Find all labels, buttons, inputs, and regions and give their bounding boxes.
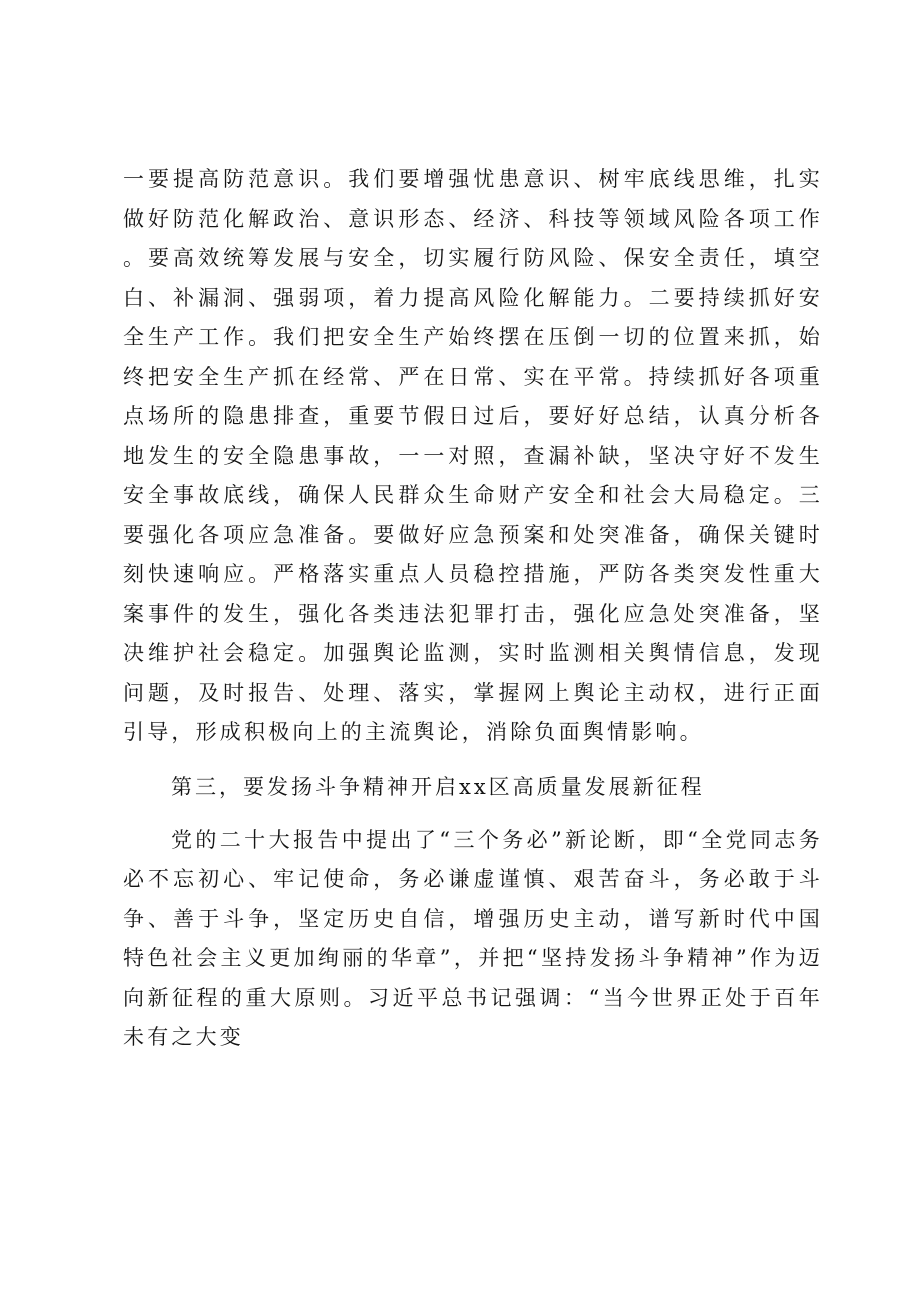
section-heading-third: 第三，要发扬斗争精神开启xx区高质量发展新征程 xyxy=(171,774,705,799)
document-body xyxy=(123,160,823,1058)
body-paragraph-risk-prevention: 一要提高防范意识。我们要增强忧患意识、树牢底线思维，扎实做好防范化解政治、意识形态、经济、科技等领域风险各项工作。要高效统筹发展与安全，切实履行防风险、保安全责任，填空白、补漏洞、强弱项，着力提高风险化解能力。二要持续抓好安全生产工作。我们把安全生产始终摆在压倒一切的位置来抓，始终把安全生产抓在经常、严在日常、实在平常。持续抓好各项重点场所的隐患排查，重要节假日过后，要好好总结，认真分析各地发生的安全隐患事故，一一对照，查漏补缺，坚决守好不发生安全事故底线，确保人民群众生命财产安全和社会大局稳定。三要强化各项应急准备。要做好应急预案和处突准备，确保关键时刻快速响应。严格落实重点人员稳控措施，严防各类突发性重大案事件的发生，强化各类违法犯罪打击，强化应急处突准备，坚决维护社会稳定。加强舆论监测，实时监测相关舆情信息，发现问题，及时报告、处理、落实，掌握网上舆论主动权，进行正面引导，形成积极向上的主流舆论，消除负面舆情影响。 xyxy=(123,167,823,744)
body-paragraph-three-musts: 党的二十大报告中提出了“三个务必”新论断，即“全党同志务必不忘初心、牢记使命，务必谦虚谨慎、艰苦奋斗，务必敢于斗争、善于斗争，坚定历史自信，增强历史主动，谱写新时代中国特色社会主义更加绚丽的华章”，并把“坚持发扬斗争精神”作为迈向新征程的重大原则。习近平总书记强调：“当今世界正处于百年未有之大变 xyxy=(123,827,823,1049)
